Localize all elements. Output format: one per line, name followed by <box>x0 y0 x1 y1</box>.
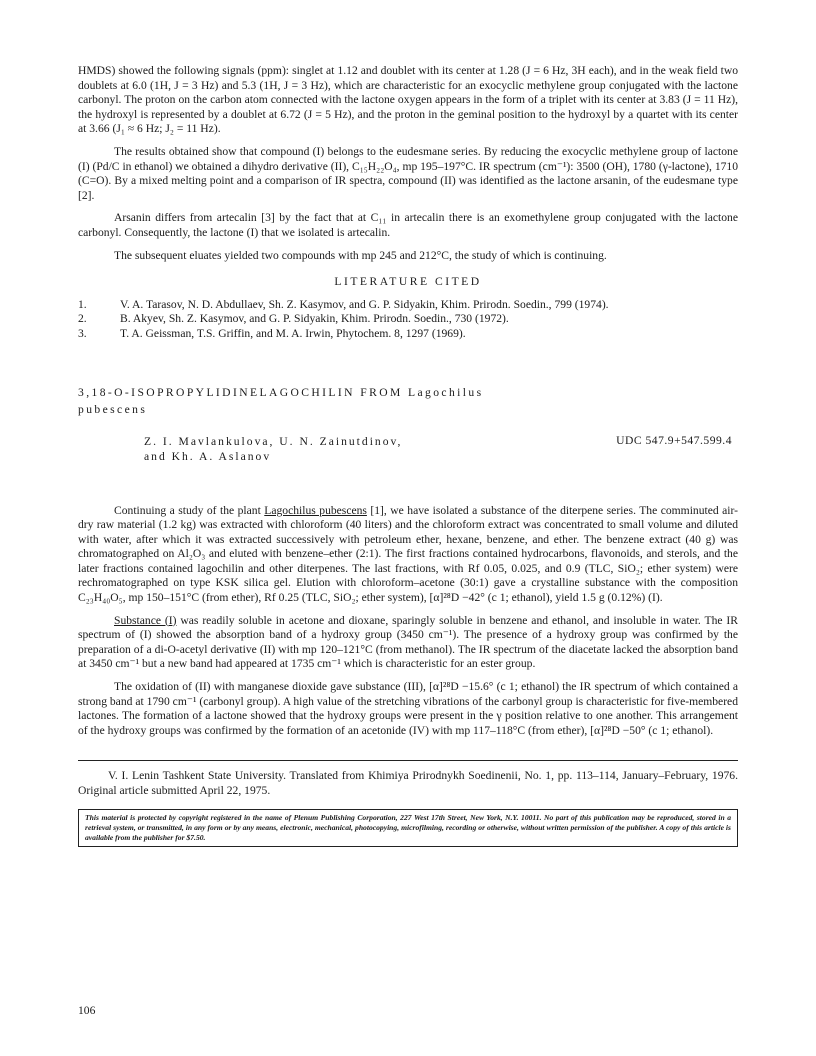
copyright-notice: This material is protected by copyright registered in the name of Plenum Publishing Corporation, 227 West 17th Street, New York, N.Y. 10011. No part of this publication may be reproduced, stored in a retrieval system, or transmitted, in any form or by any means, electronic, mechanical, photocopying, microfilming, recording or otherwise, without written permission of the publisher. A copy of this article is available from the publisher for $7.50. <box>78 809 738 847</box>
reference-number: 3. <box>78 326 87 340</box>
article-title <box>78 384 738 418</box>
substance-label: Substance (I) <box>114 613 177 627</box>
prev-paragraph-1: HMDS) showed the following signals (ppm): singlet at 1.12 and doublet with its center at 1.28 (J = 6 Hz, 3H each), and in the weak field two doublets at 6.0 (1H, J = 3 Hz) and 5.3 (1H, J = 3 Hz), which are characteristic for an exocyclic methylene group conjugated with the lactone carbonyl. The proton on the carbon atom connected with the lactone oxygen appears in the form of a triplet with its center at 3.83 (J = 11 Hz), the hydroxyl is represented by a doublet at 6.72 (J = 5 Hz), and the proton in the geminal position to the hydroxyl by a quartet with its center at 3.66 (J₁ ≈ 6 Hz; J₂ = 11 Hz). <box>78 64 738 136</box>
authors-line-1: Z. I. Mavlankulova, U. N. Zainutdinov, <box>144 434 403 448</box>
reference-item <box>78 327 738 342</box>
reference-item <box>78 312 738 327</box>
udc-code: UDC 547.9+547.599.4 <box>616 433 732 447</box>
authors-line-2: and Kh. A. Aslanov <box>144 449 272 463</box>
prev-paragraph-2: The results obtained show that compound (I) belongs to the eudesmane series. By reducing the exocyclic methylene group of lactone (I) (Pd/C in ethanol) we obtained a dihydro derivative (II), C₁₅H₂₂O₄, mp 195–197°C. IR spectrum (cm⁻¹): 3500 (OH), 1780 (γ-lactone), 1710 (C=O). By a mixed melting point and a comparison of IR spectra, compound (II) was identified as the lactone arsanin, of the eudesmane type [2]. <box>78 144 739 202</box>
reference-number: 1. <box>78 297 87 311</box>
authors-row <box>78 434 738 464</box>
reference-text: T. A. Geissman, T.S. Griffin, and M. A. Irwin, Phytochem. 8, 1297 (1969). <box>120 326 466 340</box>
reference-text: B. Akyev, Sh. Z. Kasymov, and G. P. Sidyakin, Khim. Prirodn. Soedin., 730 (1972). <box>120 312 509 326</box>
article-title-line-2: pubescens <box>78 402 148 416</box>
article-paragraph-3: The oxidation of (II) with manganese dioxide gave substance (III), [α]²⁸D −15.6° (c 1; ethanol) the IR spectrum of which contained a strong band at 1790 cm⁻¹ (carbonyl group). A high value of the stretching vibrations of the carbonyl group is characteristic for five-membered lactones. The formation of a lactone showed that the hydroxy groups were present in the γ position relative to one another. This arrangement of the hydroxy groups was confirmed by the formation of an acetonide (IV) with mp 117–118°C (from ether), [α]²⁸D −50° (c 1; ethanol). <box>78 680 738 737</box>
reference-item <box>78 298 738 313</box>
paragraph-text: Continuing a study of the plant <box>114 503 265 517</box>
article-title-line-1: 3,18-O-ISOPROPYLIDINELAGOCHILIN FROM Lagochilus <box>78 385 484 399</box>
footnote-divider <box>78 760 738 761</box>
article-body <box>78 504 738 739</box>
article-paragraph-2 <box>78 614 738 672</box>
page-content <box>78 64 738 847</box>
reference-list <box>78 298 738 342</box>
article-paragraph-1 <box>78 504 738 606</box>
reference-number: 2. <box>78 312 87 326</box>
paragraph-text: [1], we have isolated a substance of the diterpene series. The comminuted air-dry raw material (1.2 kg) was extracted with chloroform (40 liters) and the chloroform extract was concentrated to small volume and diluted with water, after which it was extracted successively with petroleum ether, hexane, benzene, and ether. The benzene extract (40 g) was chromatographed on Al₂O₃ and eluted with benzene–ether (2:1). The first fractions contained hydrocarbons, flavonoids, and sterols, and the later fractions contained lagochilin and other diterpenes. The last fractions, with Rf 0.05, 0.025, and 0.9 (TLC, SiO₂; ether system) were rechromatographed on type KSK silica gel. Elution with chloroform–acetone (30:1) gave a crystalline substance with the composition C₂₃H₄₀O₅, mp 150–151°C (from ether), Rf 0.25 (TLC, SiO₂; ether system), [α]²⁸D −42° (c 1; ethanol), yield 1.5 g (0.12%) (I). <box>78 503 739 605</box>
literature-cited-heading: LITERATURE CITED <box>334 275 482 289</box>
paragraph-text: was readily soluble in acetone and dioxane, sparingly soluble in benzene and ethanol, and insoluble in water. The IR spectrum of (I) showed the absorption band of a hydroxy group (3450 cm⁻¹). The presence of a hydroxy group was confirmed by the preparation of a di-O-acetyl derivative (II) with mp 120–121°C (from methanol). The IR spectrum of the diacetate lacked the absorption band at 3450 cm⁻¹ but a new band had appeared at 1735 cm⁻¹ which is characteristic for an ester group. <box>78 613 739 671</box>
prev-paragraph-3: Arsanin differs from artecalin [3] by the fact that at C₁₁ in artecalin there is an exomethylene group conjugated with the lactone carbonyl. Consequently, the lactone (I) that we isolated is artecalin. <box>78 211 738 239</box>
species-name: Lagochilus pubescens <box>264 503 367 517</box>
prev-paragraph-4: The subsequent eluates yielded two compounds with mp 245 and 212°C, the study of which is continuing. <box>114 248 607 262</box>
footnote: V. I. Lenin Tashkent State University. Translated from Khimiya Prirodnykh Soedinenii, No. 1, pp. 113–114, January–February, 1976. Original article submitted April 22, 1975. <box>78 769 738 797</box>
authors <box>144 434 504 464</box>
page-number: 106 <box>78 1004 96 1017</box>
reference-text: V. A. Tarasov, N. D. Abdullaev, Sh. Z. Kasymov, and G. P. Sidyakin, Khim. Prirodn. Soedin., 799 (1974). <box>120 297 609 311</box>
